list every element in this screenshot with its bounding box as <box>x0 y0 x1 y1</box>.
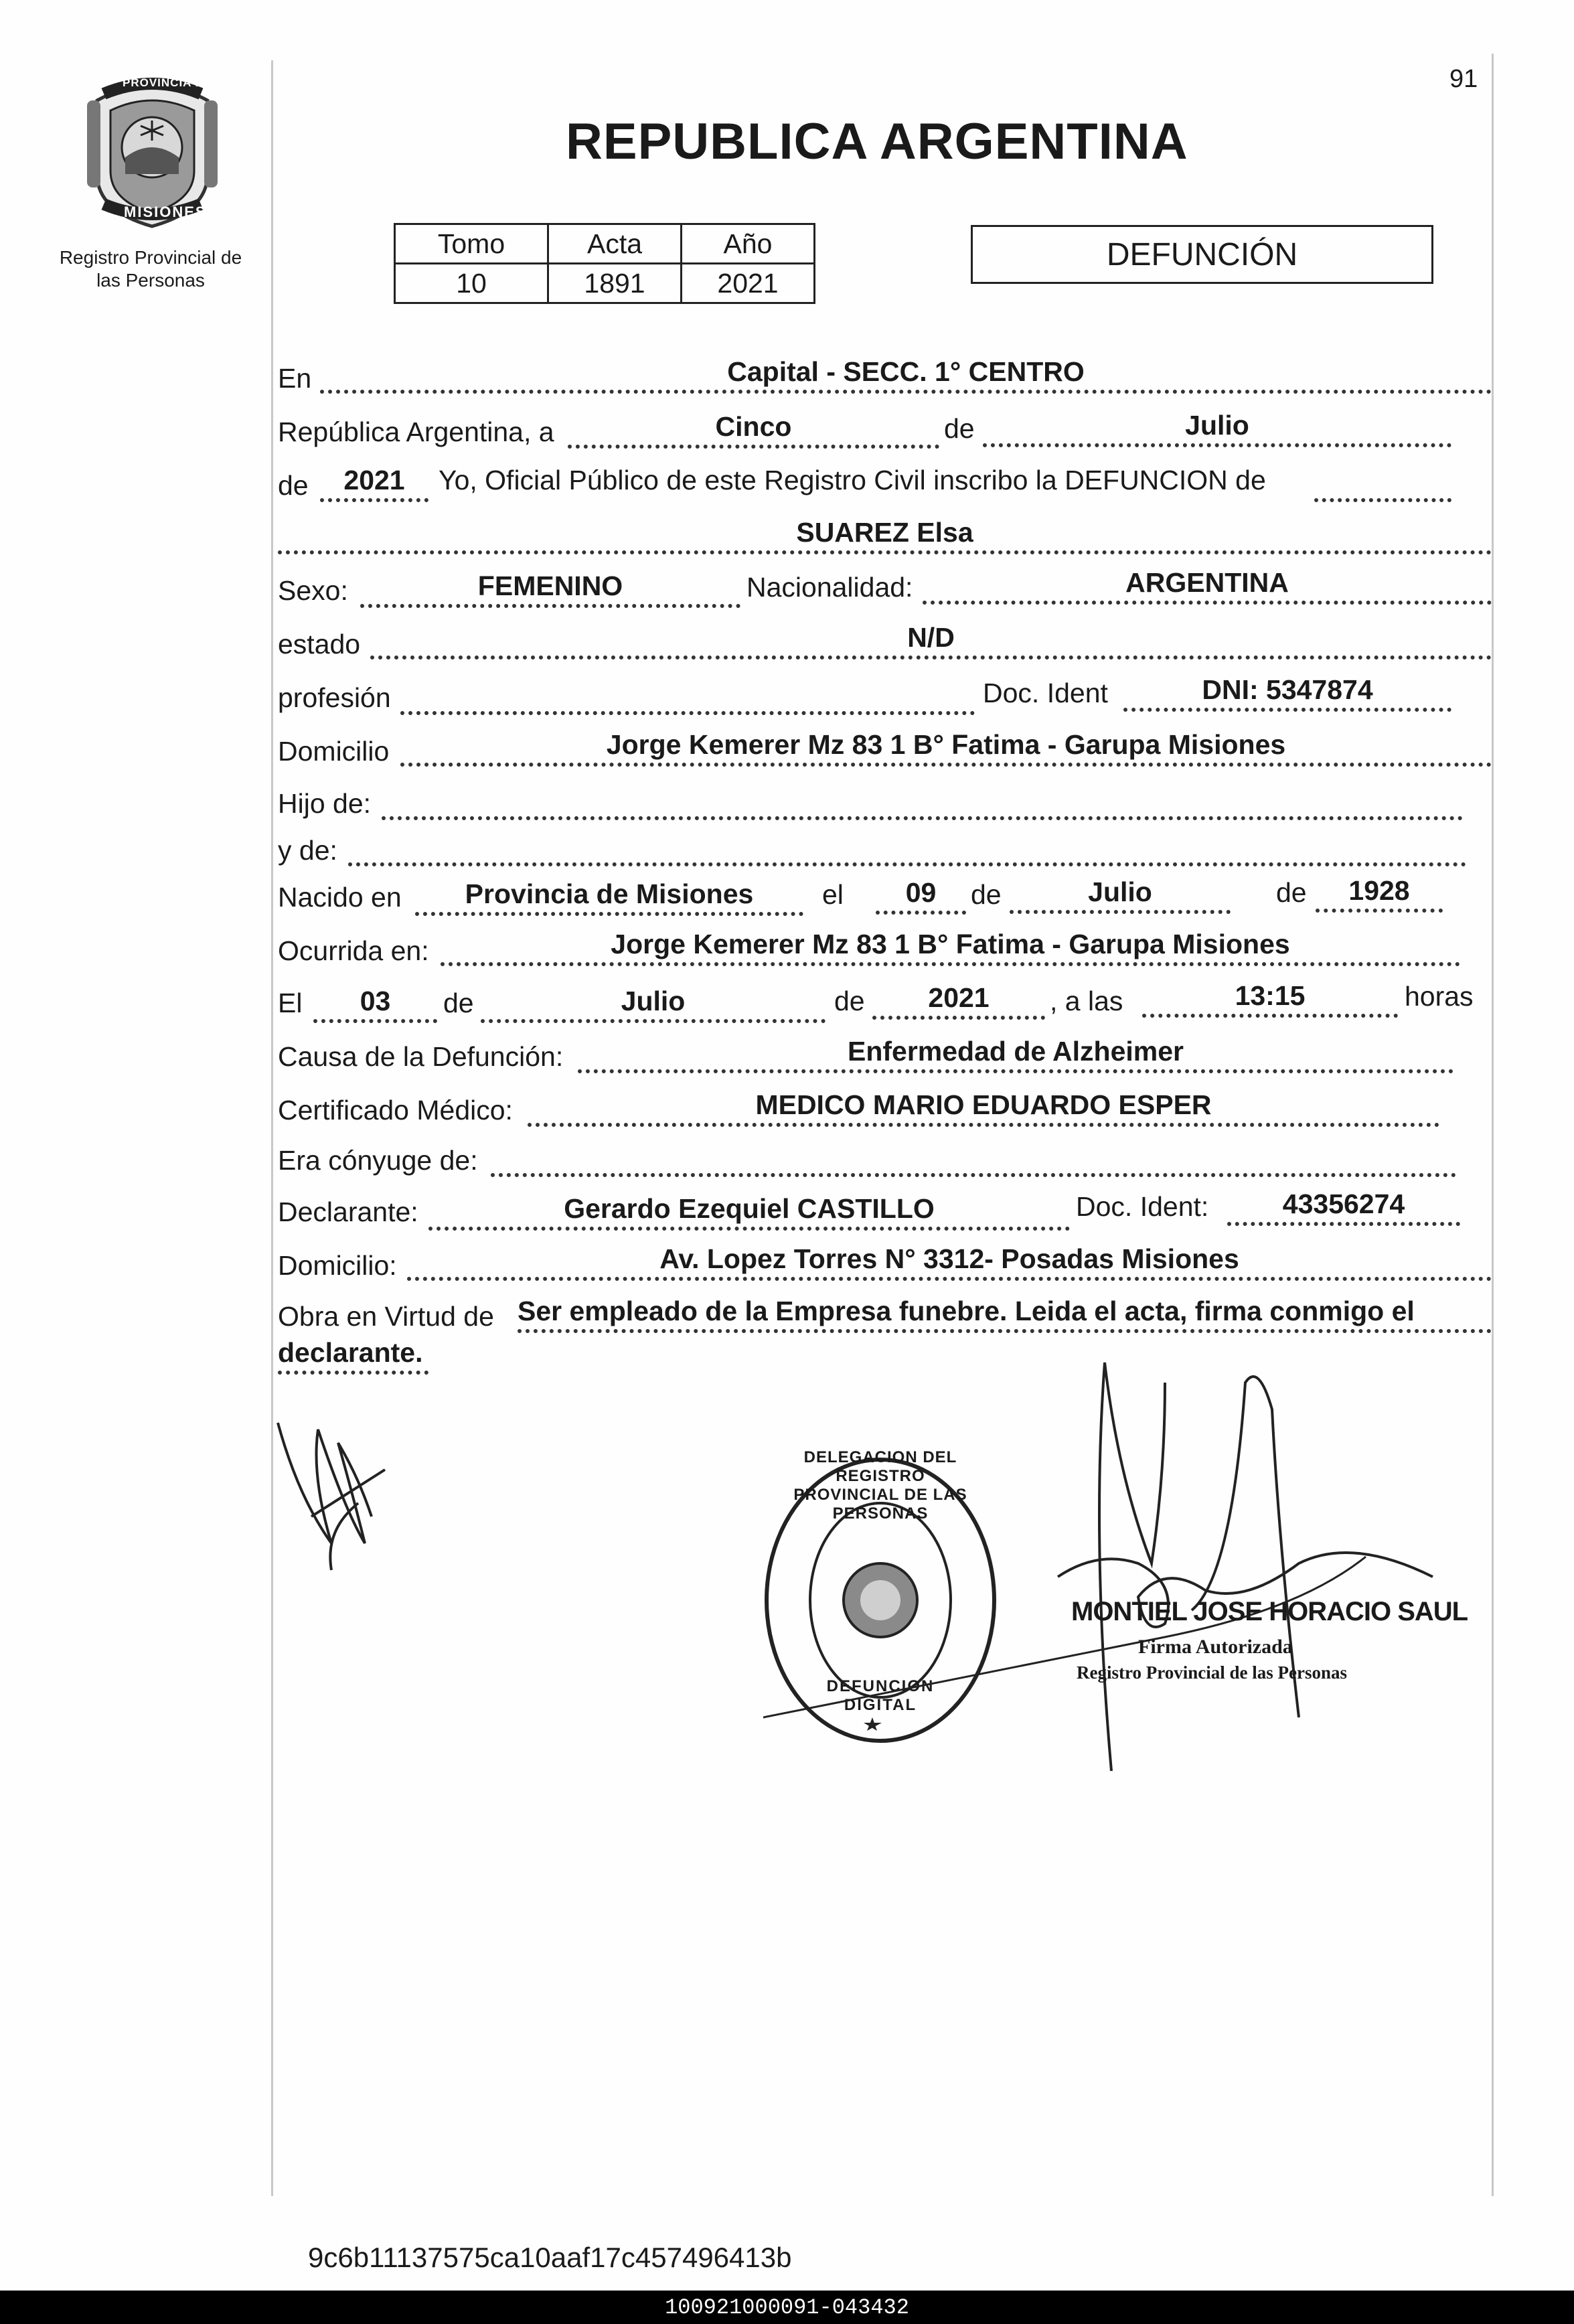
field-doc-ident <box>1123 673 1451 712</box>
registry-name <box>40 246 261 292</box>
value-def-hora: 13:15 <box>1235 980 1306 1011</box>
field-yo-oficial-tail <box>1314 463 1451 502</box>
label-domicilio-declarante: Domicilio: <box>278 1250 397 1281</box>
value-dia-inscripcion: Cinco <box>715 411 792 442</box>
volume-value-tomo: 10 <box>395 264 548 303</box>
logo-text-bottom: MISIONES <box>124 204 207 220</box>
field-y-de <box>348 828 1466 866</box>
field-domicilio <box>400 728 1492 767</box>
record-type-box: DEFUNCIÓN <box>971 225 1433 284</box>
label-doc-ident: Doc. Ident <box>983 678 1108 708</box>
registry-line-1: Registro Provincial de <box>59 247 242 268</box>
value-declarante-doc: 43356274 <box>1282 1188 1405 1219</box>
field-def-dia <box>313 984 437 1023</box>
field-obra-line2 <box>278 1336 428 1375</box>
value-nac-dia: 09 <box>905 877 937 908</box>
value-obra-line1: Ser empleado de la Empresa funebre. Leida el acta, firma conmigo el <box>518 1296 1415 1326</box>
value-nombre: SUAREZ Elsa <box>796 517 973 548</box>
label-conyuge: Era cónyuge de: <box>278 1145 478 1176</box>
field-def-mes <box>481 984 825 1023</box>
value-doc-ident: DNI: 5347874 <box>1202 674 1373 705</box>
value-lugar: Capital - SECC. 1° CENTRO <box>727 356 1085 387</box>
volume-table-value-row <box>395 264 815 303</box>
label-yo-oficial: Yo, Oficial Público de este Registro Civil inscribo la DEFUNCION de <box>439 465 1266 495</box>
volume-value-acta: 1891 <box>548 264 682 303</box>
label-y-de: y de: <box>278 835 337 866</box>
field-nac-mes <box>1010 875 1231 914</box>
stamp-inner-text: DEFUNCION DIGITAL <box>826 1677 935 1714</box>
label-doc-ident-declarante: Doc. Ident: <box>1076 1191 1209 1222</box>
official-role: Firma Autorizada <box>1138 1636 1293 1658</box>
label-en: En <box>278 363 312 394</box>
label-profesion: profesión <box>278 682 391 713</box>
field-nac-dia <box>876 876 966 915</box>
document-title: REPUBLICA ARGENTINA <box>566 113 1188 170</box>
label-republica: República Argentina, a <box>278 416 554 447</box>
logo-text-top: PROVINCIA DE <box>123 76 213 89</box>
value-nacionalidad: ARGENTINA <box>1125 567 1289 598</box>
label-estado: estado <box>278 629 361 660</box>
field-nombre <box>278 516 1492 554</box>
value-nac-mes: Julio <box>1088 876 1152 907</box>
value-anio-inscripcion: 2021 <box>343 465 405 495</box>
label-hijo-de: Hijo de: <box>278 788 372 819</box>
province-seal-logo <box>84 74 221 229</box>
value-nac-anio: 1928 <box>1348 875 1410 906</box>
label-a-las: , a las <box>1050 986 1123 1016</box>
official-institution: Registro Provincial de las Personas <box>1077 1662 1347 1683</box>
label-nacido-en: Nacido en <box>278 882 402 913</box>
field-mes-inscripcion <box>983 408 1451 447</box>
field-nacionalidad <box>923 566 1492 605</box>
document-hash: 9c6b11137575ca10aaf17c457496413b <box>308 2242 792 2273</box>
value-def-dia: 03 <box>360 986 391 1016</box>
label-de-anio: de <box>278 470 309 501</box>
volume-header-anio: Año <box>682 224 815 264</box>
label-ocurrida-en: Ocurrida en: <box>278 935 429 966</box>
registry-line-2: las Personas <box>96 270 205 291</box>
declarant-signature <box>271 1416 392 1583</box>
field-obra-line1 <box>518 1294 1492 1333</box>
value-nacido-en: Provincia de Misiones <box>465 878 754 909</box>
label-domicilio: Domicilio <box>278 736 390 767</box>
field-anio-inscripcion <box>320 463 428 502</box>
field-nacido-en <box>415 877 803 916</box>
value-sexo: FEMENINO <box>477 570 623 601</box>
value-domicilio: Jorge Kemerer Mz 83 1 B° Fatima - Garupa Misiones <box>606 729 1286 760</box>
label-horas: horas <box>1405 981 1474 1012</box>
field-profesion <box>400 676 975 715</box>
value-declarante-domicilio: Av. Lopez Torres N° 3312- Posadas Misiones <box>659 1243 1239 1274</box>
field-def-anio <box>872 981 1045 1020</box>
volume-table-header-row <box>395 224 815 264</box>
official-signature <box>763 1342 1439 1784</box>
label-causa: Causa de la Defunción: <box>278 1041 564 1072</box>
volume-header-acta: Acta <box>548 224 682 264</box>
field-certificado <box>528 1088 1439 1127</box>
volume-table <box>394 223 815 304</box>
field-hijo-de <box>382 781 1463 820</box>
value-def-mes: Julio <box>621 986 686 1016</box>
value-causa: Enfermedad de Alzheimer <box>847 1036 1184 1067</box>
field-declarante <box>428 1192 1070 1231</box>
label-sexo: Sexo: <box>278 575 348 606</box>
volume-header-tomo: Tomo <box>395 224 548 264</box>
label-el: el <box>822 879 844 910</box>
label-de-mes: de <box>944 413 975 444</box>
value-def-anio: 2021 <box>928 982 990 1013</box>
field-causa <box>578 1034 1453 1073</box>
label-declarante: Declarante: <box>278 1196 418 1227</box>
barcode-id: 100921000091-043432 <box>665 2295 909 2320</box>
field-declarante-doc <box>1227 1187 1460 1226</box>
field-sexo <box>360 569 740 608</box>
value-mes-inscripcion: Julio <box>1185 410 1249 441</box>
label-de-def-anio: de <box>834 986 865 1016</box>
field-ocurrida-en <box>441 927 1460 966</box>
label-certificado: Certificado Médico: <box>278 1095 513 1126</box>
label-nacionalidad: Nacionalidad: <box>746 572 913 603</box>
value-estado: N/D <box>907 622 955 653</box>
value-ocurrida-en: Jorge Kemerer Mz 83 1 B° Fatima - Garupa Misiones <box>611 929 1290 959</box>
right-margin-line <box>1492 54 1494 2196</box>
field-lugar <box>320 355 1492 394</box>
label-de-nac-anio: de <box>1276 877 1307 908</box>
field-conyuge <box>491 1138 1456 1177</box>
label-de-def-mes: de <box>443 988 474 1018</box>
label-obra: Obra en Virtud de <box>278 1301 494 1332</box>
field-declarante-domicilio <box>407 1242 1492 1281</box>
field-def-hora <box>1142 979 1398 1018</box>
field-nac-anio <box>1316 874 1443 913</box>
footer-barcode-bar <box>0 2291 1574 2324</box>
left-margin-line <box>271 60 273 2196</box>
volume-value-anio: 2021 <box>682 264 815 303</box>
field-estado <box>370 621 1492 660</box>
label-de-nac-mes: de <box>971 879 1002 910</box>
value-certificado: MEDICO MARIO EDUARDO ESPER <box>755 1089 1212 1120</box>
value-obra-line2: declarante. <box>278 1337 423 1368</box>
label-el-dia: El <box>278 988 303 1018</box>
official-name: MONTIEL JOSE HORACIO SAUL <box>1071 1597 1468 1626</box>
field-dia-inscripcion <box>568 410 939 449</box>
value-declarante: Gerardo Ezequiel CASTILLO <box>564 1193 935 1224</box>
stamp-ring-text: DELEGACION DEL REGISTRO PROVINCIAL DE LAS PERSONAS <box>793 1448 967 1523</box>
page-number: 91 <box>1449 65 1478 93</box>
